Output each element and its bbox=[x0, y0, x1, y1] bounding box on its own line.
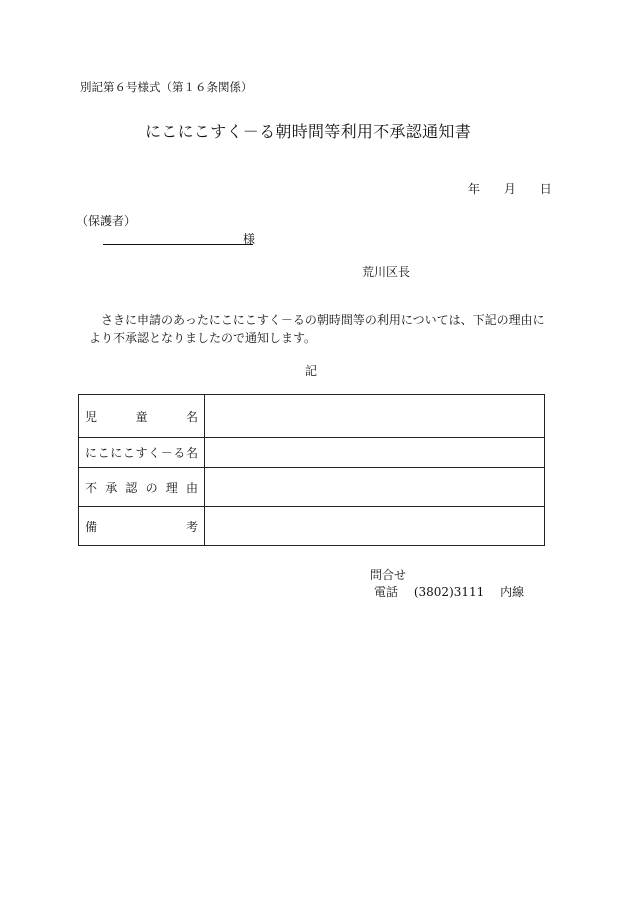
ki-heading: 記 bbox=[305, 364, 318, 378]
row-value-reason bbox=[205, 468, 545, 507]
date-day-label: 日 bbox=[539, 182, 552, 196]
form-number: 別記第６号様式（第１６条関係） bbox=[80, 80, 253, 94]
contact-title: 問合せ bbox=[370, 568, 407, 582]
phone-number: (3802)3111 bbox=[413, 585, 485, 599]
row-value-remarks bbox=[205, 507, 545, 546]
row-label-reason: 不承認の理由 bbox=[79, 468, 205, 507]
table-row bbox=[79, 507, 545, 546]
document-title: にこにこすく－る朝時間等利用不承認通知書 bbox=[145, 122, 472, 141]
table-row bbox=[79, 468, 545, 507]
sender-name: 荒川区長 bbox=[362, 265, 411, 279]
row-label-remarks: 備 考 bbox=[79, 507, 205, 546]
addressee-blank-line bbox=[103, 244, 253, 245]
row-label-school-name: にこにこすく－る名 bbox=[79, 438, 205, 468]
date-line bbox=[468, 180, 552, 197]
extension-label: 内線 bbox=[500, 585, 525, 599]
phone-label: 電話 bbox=[374, 585, 399, 599]
row-value-child-name bbox=[205, 395, 545, 438]
guardian-label: （保護者） bbox=[76, 214, 137, 228]
date-year-label: 年 bbox=[468, 182, 481, 196]
date-month-label: 月 bbox=[503, 182, 516, 196]
notice-body: さきに申請のあったにこにこすく－るの朝時間等の利用については、下記の理由により不承認となりましたので通知します。 bbox=[89, 313, 545, 345]
row-label-child-name: 児 童 名 bbox=[79, 395, 205, 438]
table-row bbox=[79, 395, 545, 438]
row-value-school-name bbox=[205, 438, 545, 468]
addressee-honorific: 様 bbox=[243, 232, 256, 246]
contact-phone bbox=[374, 583, 536, 600]
table-row bbox=[79, 438, 545, 468]
details-table bbox=[78, 394, 545, 546]
